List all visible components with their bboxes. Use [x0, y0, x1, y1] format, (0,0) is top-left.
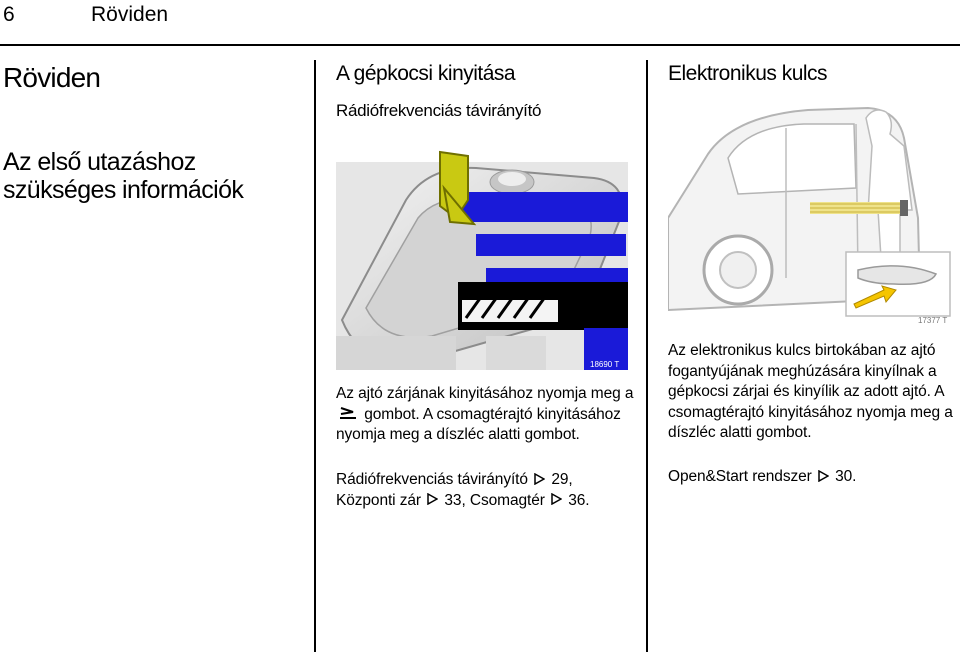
ref-remote-page[interactable]: 29,	[551, 471, 573, 488]
page-header	[0, 0, 960, 44]
chapter-title: Röviden	[3, 62, 101, 93]
page-reference-arrow-icon	[551, 493, 562, 505]
figure-code-electronic-key: 17377 T	[918, 316, 948, 325]
section-title-electronic-key: Elektronikus kulcs	[668, 62, 828, 85]
column-2-headings	[336, 62, 636, 121]
column-1	[3, 62, 303, 204]
subsection-title-remote: Rádiófrekvenciás távirányító	[336, 101, 542, 120]
page-number: 6	[3, 3, 15, 26]
figure-code-remote: 18690 T	[590, 360, 620, 369]
electronic-key-car-illustration	[668, 98, 959, 326]
open-start-reference-paragraph	[668, 467, 958, 488]
ref-open-start-page[interactable]: 30.	[835, 468, 857, 485]
column-divider-left	[314, 60, 316, 652]
unlock-button-icon	[339, 406, 357, 420]
ref-cargo-text: Csomagtér	[469, 491, 545, 509]
remote-key-illustration	[336, 148, 628, 370]
section-title-unlocking: A gépkocsi kinyitása	[336, 62, 516, 85]
header-divider	[0, 44, 960, 46]
ref-central-lock-text: Központi zár	[336, 491, 421, 509]
unlock-text-part1: Az ajtó zárjának kinyitásához nyomja meg a	[336, 385, 634, 402]
column-divider-right	[646, 60, 648, 652]
column-3-headings	[668, 62, 958, 86]
page-reference-arrow-icon	[427, 493, 438, 505]
running-header-title: Röviden	[91, 3, 169, 26]
ref-open-start-text: Open&Start rendszer	[668, 468, 812, 485]
unlock-text-part2: gombot. A csomagtérajtó kinyitásához nyomja meg a díszléc alatti gombot.	[336, 405, 621, 443]
cross-references-paragraph	[336, 470, 636, 511]
ref-central-lock-page[interactable]: 33,	[444, 491, 466, 509]
chapter-subtitle: Az első utazáshoz szükséges információk	[3, 148, 244, 204]
ref-remote-text: Rádiófrekvenciás távirányító	[336, 471, 528, 488]
page-reference-arrow-icon	[534, 473, 545, 485]
electronic-key-paragraph: Az elektronikus kulcs birtokában az ajtó fogantyújának meghúzására kinyílnak a gépkocsi zárjai és kinyílik az adott ajtó. A csomagtérajtó kinyitásához nyomja meg a díszléc alatti gombot.	[668, 342, 953, 441]
unlock-instructions-paragraph	[336, 384, 636, 446]
ref-cargo-page[interactable]: 36.	[568, 491, 590, 509]
page-reference-arrow-icon	[818, 470, 829, 482]
